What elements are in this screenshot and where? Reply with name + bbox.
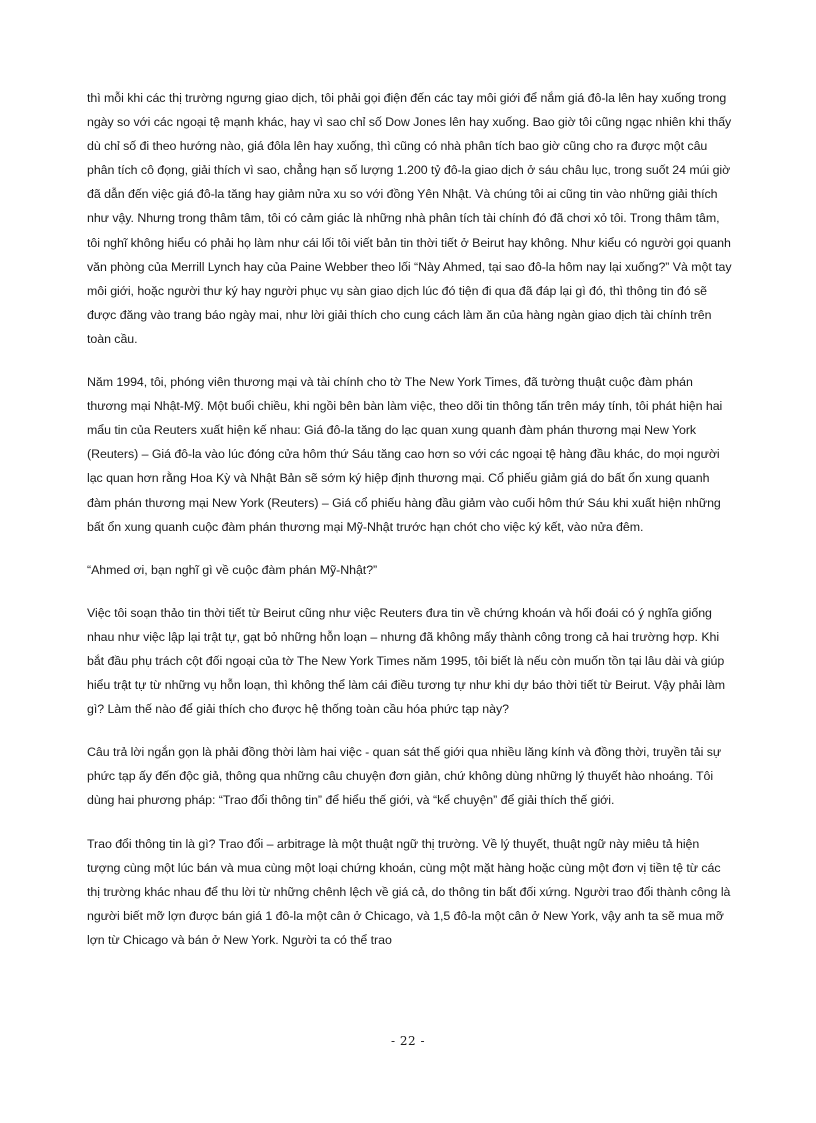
paragraph-4: Việc tôi soạn thảo tin thời tiết từ Beirut cũng như việc Reuters đưa tin về chứng khoán và hối đoái có ý nghĩa giống nhau như việc lập lại trật tự, gạt bỏ những hỗn loạn – nhưng đã không mấy thành công trong cả hai trường hợp. Khi bắt đầu phụ trách cột đối ngoại của tờ The New York Times năm 1995, tôi biết là nếu còn muốn tồn tại lâu dài và giúp hiểu trật tự từ những vụ hỗn loạn, thì không thể làm cái điều tương tự như khi dự báo thời tiết từ Beirut. Vậy phải làm gì? Làm thế nào để giải thích cho được hệ thống toàn cầu hóa phức tạp này? <box>87 605 726 717</box>
paragraph-3: “Ahmed ơi, bạn nghĩ gì về cuộc đàm phán Mỹ-Nhật?” <box>87 562 378 577</box>
paragraph-5: Câu trả lời ngắn gọn là phải đồng thời làm hai việc - quan sát thế giới qua nhiều lăng kính và đồng thời, truyền tải sự phức tạp ấy đến độc giả, thông qua những câu chuyện đơn giản, chứ không dùng những lý thuyết hào nhoáng. Tôi dùng hai phương pháp: “Trao đổi thông tin” để hiểu thế giới, và “kể chuyện” để giải thích thế giới. <box>87 745 722 808</box>
page-number: - 22 - <box>390 1034 425 1048</box>
paragraph-1: thì mỗi khi các thị trường ngưng giao dịch, tôi phải gọi điện đến các tay môi giới để nắm giá đô-la lên hay xuống trong ngày so với các ngoại tệ mạnh khác, hay vì sao chỉ số Dow Jones lên hay xuống. Bao giờ tôi cũng ngạc nhiên khi thấy dù chỉ số đi theo hướng nào, giá đôla lên hay xuống, thì cũng có nhà phân tích bao giờ cũng cho ra được một câu phân tích cô đọng, giải thích vì sao, chẳng hạn số lượng 1.200 tỷ đô-la giao dịch ở sáu châu lục, trong suốt 24 múi giờ đã dẫn đến việc giá đô-la tăng hay giảm nửa xu so với đồng Yên Nhật. Và chúng tôi ai cũng tin vào những giải thích như vậy. Nhưng trong thâm tâm, tôi có cảm giác là những nhà phân tích tài chính đó đã chơi xỏ tôi. Trong thâm tâm, tôi nghĩ không hiểu có phải họ làm như cái lối tôi viết bản tin thời tiết ở Beirut hay không. Như kiểu có người gọi quanh văn phòng của Merrill Lynch hay của Paine Webber theo lối “Này Ahmed, tại sao đô-la hôm nay lại xuống?” Và một tay môi giới, hoặc người thư ký hay người phục vụ sàn giao dịch lúc đó tiện đi qua đã đáp lại gì đó, thì thông tin đó sẽ được đăng vào trang báo ngày mai, như lời giải thích cho cung cách làm ăn của hàng ngàn giao dịch tài chính trên toàn cầu. <box>87 91 732 346</box>
paragraph-6: Trao đổi thông tin là gì? Trao đổi – arbitrage là một thuật ngữ thị trường. Về lý thuyết, thuật ngữ này miêu tả hiện tượng cùng một lúc bán và mua cùng một loại chứng khoán, cùng một mặt hàng hoặc cùng một đơn vị tiền tệ từ các thị trường khác nhau để thu lời từ những chênh lệch về giá cả, do thông tin bất đối xứng. Người trao đổi thành công là người biết mỡ lợn được bán giá 1 đô-la một cân ở Chicago, và 1,5 đô-la một cân ở New York, vậy anh ta sẽ mua mỡ lợn từ Chicago và bán ở New York. Người ta có thể trao <box>87 836 731 947</box>
body-text <box>87 86 735 971</box>
paragraph-2: Năm 1994, tôi, phóng viên thương mại và tài chính cho tờ The New York Times, đã tường thuật cuộc đàm phán thương mại Nhật-Mỹ. Một buổi chiều, khi ngồi bên bàn làm việc, theo dõi tin thông tấn trên máy tính, tôi phát hiện hai mẩu tin của Reuters xuất hiện kế nhau: Giá đô-la tăng do lạc quan xung quanh đàm phán thương mại New York (Reuters) – Giá đô-la vào lúc đóng cửa hôm thứ Sáu tăng cao hơn so với các ngoại tệ hàng đầu khác, do mọi người lạc quan hơn rằng Hoa Kỳ và Nhật Bản sẽ sớm ký hiệp định thương mại. Cổ phiếu giảm giá do bất ổn xung quanh đàm phán thương mại New York (Reuters) – Giá cổ phiếu hàng đầu giảm vào cuối hôm thứ Sáu khi xuất hiện những bất ổn xung quanh cuộc đàm phán thương mại Mỹ-Nhật trước hạn chót cho việc ký kết, vào nửa đêm. <box>87 375 723 534</box>
